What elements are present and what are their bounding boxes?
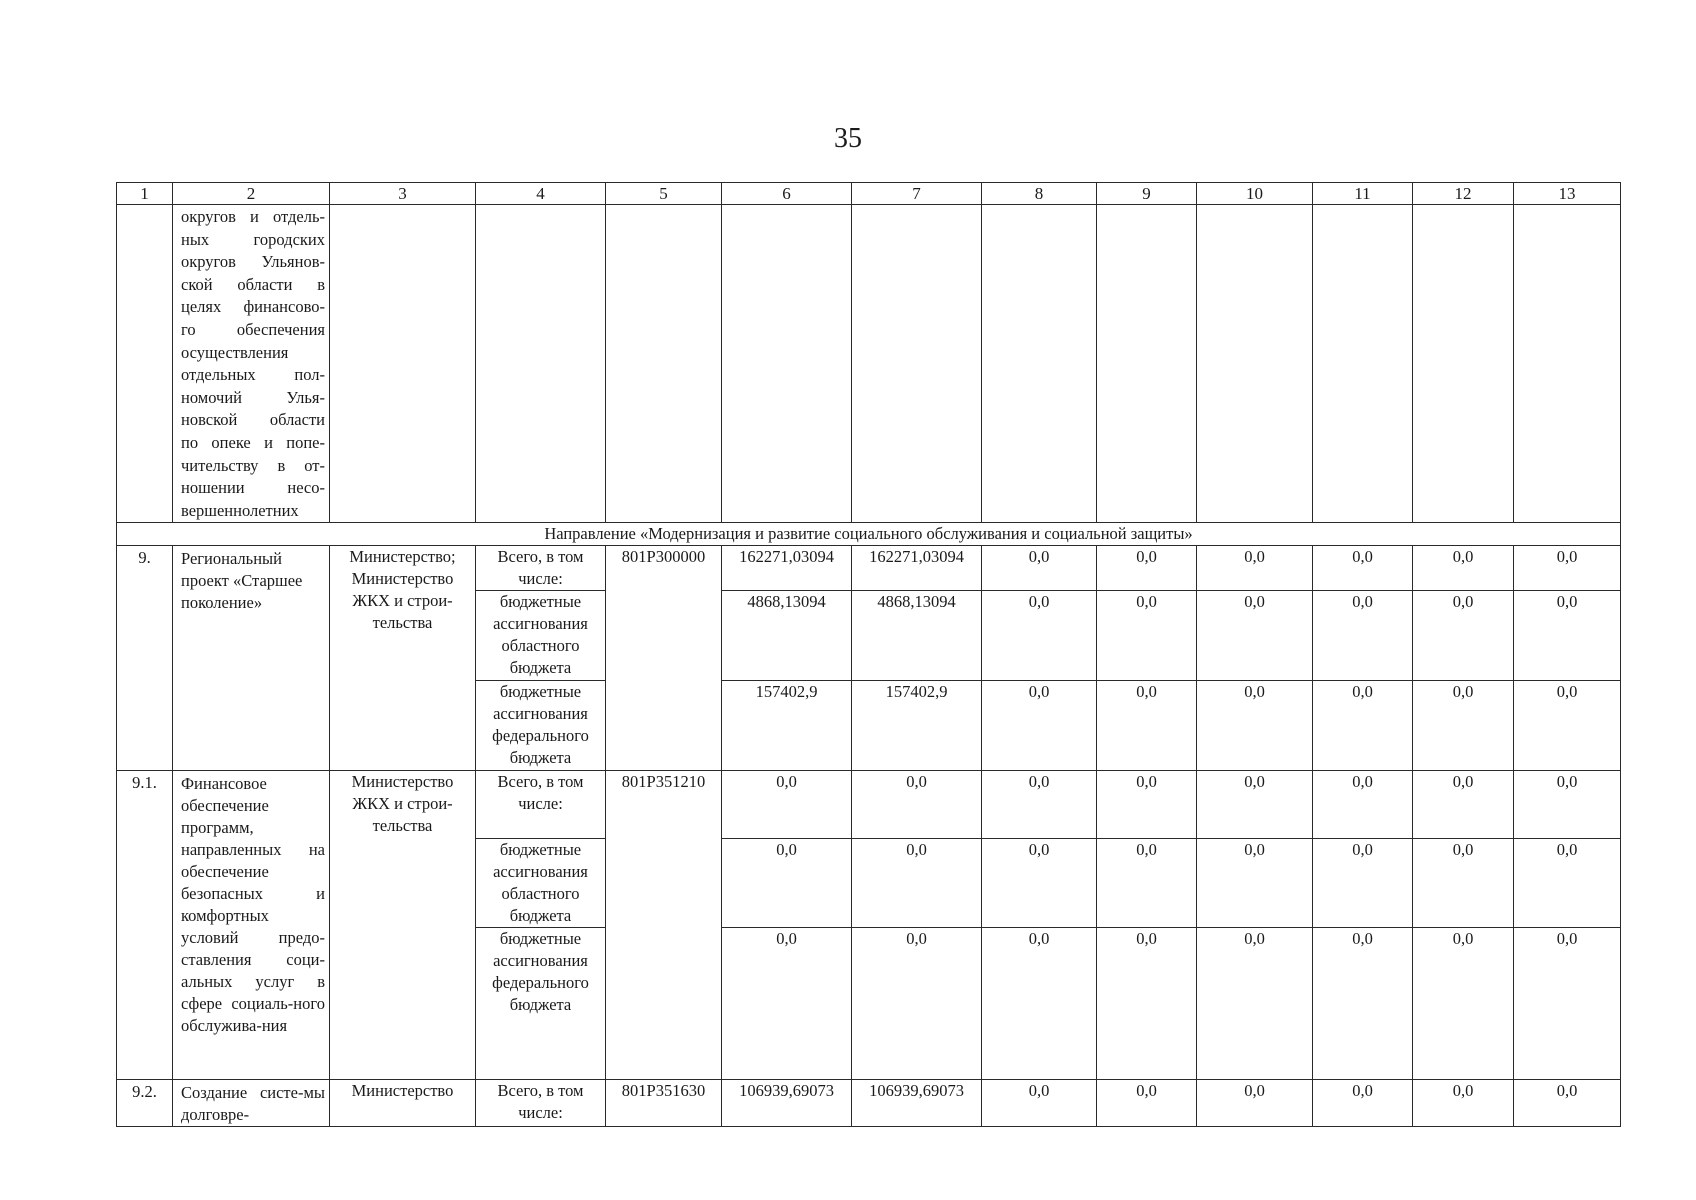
column-header: 3: [330, 183, 476, 205]
column-header: 6: [722, 183, 852, 205]
name-line: го обеспечения: [181, 319, 325, 339]
value-cell: 106939,69073: [852, 1080, 982, 1127]
value-cell: 162271,03094: [852, 546, 982, 591]
value-cell: 0,0: [1514, 928, 1621, 1080]
budget-code: 801P351630: [606, 1080, 722, 1127]
value-cell: 0,0: [852, 771, 982, 839]
value-cell: 0,0: [1197, 1080, 1313, 1127]
value-cell: 4868,13094: [722, 591, 852, 681]
row-number: 9.: [117, 546, 173, 771]
value-cell: 0,0: [1097, 546, 1197, 591]
row-number: 9.2.: [117, 1080, 173, 1127]
value-cell: 0,0: [1097, 591, 1197, 681]
value-cell: 0,0: [1413, 928, 1514, 1080]
value-cell: 0,0: [982, 928, 1097, 1080]
column-header: 8: [982, 183, 1097, 205]
value-cell: 0,0: [722, 839, 852, 928]
name-line: осуществления: [181, 342, 289, 362]
value-cell: 0,0: [1313, 928, 1413, 1080]
section-row: [117, 523, 1621, 546]
value-cell: 0,0: [1413, 546, 1514, 591]
value-cell: 0,0: [722, 771, 852, 839]
column-header: 11: [1313, 183, 1413, 205]
funding-source: Всего, в том числе:: [476, 546, 606, 591]
value-cell: 0,0: [982, 681, 1097, 771]
executor: Министерство ЖКХ и строи-тельства: [330, 771, 476, 1080]
name-line: новской области: [181, 410, 325, 430]
value-cell: 0,0: [982, 546, 1097, 591]
name-line: округов и отдель-: [181, 207, 325, 226]
value-cell: 0,0: [1197, 928, 1313, 1080]
value-cell: 0,0: [852, 928, 982, 1080]
executor: Министерство; Министерство ЖКХ и строи-тельства: [330, 546, 476, 771]
continuation-row: [117, 205, 1621, 523]
value-cell: 0,0: [1097, 771, 1197, 839]
value-cell: 0,0: [982, 771, 1097, 839]
value-cell: 0,0: [1197, 591, 1313, 681]
name-line: чительству в от-: [181, 455, 325, 475]
name-line: вершеннолетних: [181, 500, 299, 520]
measure-name: Создание систе-мы долговре-: [173, 1080, 330, 1127]
page-number: 35: [834, 123, 862, 154]
value-cell: 0,0: [1313, 681, 1413, 771]
name-line: по опеке и попе-: [181, 432, 325, 452]
name-line: округов Ульянов-: [181, 252, 325, 272]
value-cell: 0,0: [1514, 1080, 1621, 1127]
funding-source: бюджетные ассигнования федерального бюджета: [476, 928, 606, 1080]
column-header: 13: [1514, 183, 1621, 205]
value-cell: 4868,13094: [852, 591, 982, 681]
funding-source: Всего, в том числе:: [476, 771, 606, 839]
value-cell: 0,0: [1197, 681, 1313, 771]
name-line: целях финансово-: [181, 297, 325, 317]
value-cell: 162271,03094: [722, 546, 852, 591]
funding-source: бюджетные ассигнования областного бюджета: [476, 591, 606, 681]
value-cell: 0,0: [1413, 681, 1514, 771]
name-line: ных городских: [181, 229, 325, 249]
column-number-row: [117, 183, 1621, 205]
budget-table: [116, 182, 1621, 1127]
value-cell: 0,0: [1197, 839, 1313, 928]
funding-source: Всего, в том числе:: [476, 1080, 606, 1127]
value-cell: 0,0: [1313, 839, 1413, 928]
value-cell: 0,0: [1097, 839, 1197, 928]
value-cell: 0,0: [1413, 591, 1514, 681]
value-cell: 157402,9: [722, 681, 852, 771]
value-cell: 0,0: [1514, 546, 1621, 591]
value-cell: 0,0: [852, 839, 982, 928]
value-cell: 0,0: [1097, 928, 1197, 1080]
table-row: [117, 1080, 1621, 1127]
budget-code: 801P351210: [606, 771, 722, 1080]
value-cell: 157402,9: [852, 681, 982, 771]
column-header: 10: [1197, 183, 1313, 205]
name-line: номочий Улья-: [181, 387, 325, 407]
table-row: [117, 771, 1621, 839]
value-cell: 0,0: [1413, 1080, 1514, 1127]
column-header: 5: [606, 183, 722, 205]
budget-code: 801P300000: [606, 546, 722, 771]
value-cell: 0,0: [1313, 591, 1413, 681]
measure-name: Финансовое обеспечение программ, направленных на обеспечение безопасных и комфортных условий предо-ставления соци-альных услуг в сфере социаль-ного обслужива-ния: [173, 771, 330, 1080]
section-title: Направление «Модернизация и развитие социального обслуживания и социальной защиты»: [117, 523, 1621, 546]
column-header: 7: [852, 183, 982, 205]
value-cell: 0,0: [1514, 681, 1621, 771]
value-cell: 106939,69073: [722, 1080, 852, 1127]
continued-measure-name: [173, 205, 330, 523]
column-header: 9: [1097, 183, 1197, 205]
value-cell: 0,0: [1097, 681, 1197, 771]
column-header: 1: [117, 183, 173, 205]
value-cell: 0,0: [1313, 1080, 1413, 1127]
name-line: ношении несо-: [181, 478, 325, 498]
value-cell: 0,0: [1514, 771, 1621, 839]
value-cell: 0,0: [982, 1080, 1097, 1127]
name-line: ской области в: [181, 274, 325, 294]
value-cell: 0,0: [1313, 546, 1413, 591]
value-cell: 0,0: [1514, 839, 1621, 928]
executor: Министерство: [330, 1080, 476, 1127]
column-header: 12: [1413, 183, 1514, 205]
value-cell: 0,0: [1197, 771, 1313, 839]
value-cell: 0,0: [1413, 771, 1514, 839]
table-row: [117, 546, 1621, 591]
value-cell: 0,0: [982, 839, 1097, 928]
name-line: отдельных пол-: [181, 365, 325, 385]
value-cell: 0,0: [1413, 839, 1514, 928]
value-cell: 0,0: [982, 591, 1097, 681]
value-cell: 0,0: [722, 928, 852, 1080]
value-cell: 0,0: [1197, 546, 1313, 591]
row-number: 9.1.: [117, 771, 173, 1080]
value-cell: 0,0: [1313, 771, 1413, 839]
column-header: 2: [173, 183, 330, 205]
column-header: 4: [476, 183, 606, 205]
value-cell: 0,0: [1514, 591, 1621, 681]
measure-name: Региональный проект «Старшее поколение»: [173, 546, 330, 771]
funding-source: бюджетные ассигнования областного бюджета: [476, 839, 606, 928]
funding-source: бюджетные ассигнования федерального бюджета: [476, 681, 606, 771]
value-cell: 0,0: [1097, 1080, 1197, 1127]
